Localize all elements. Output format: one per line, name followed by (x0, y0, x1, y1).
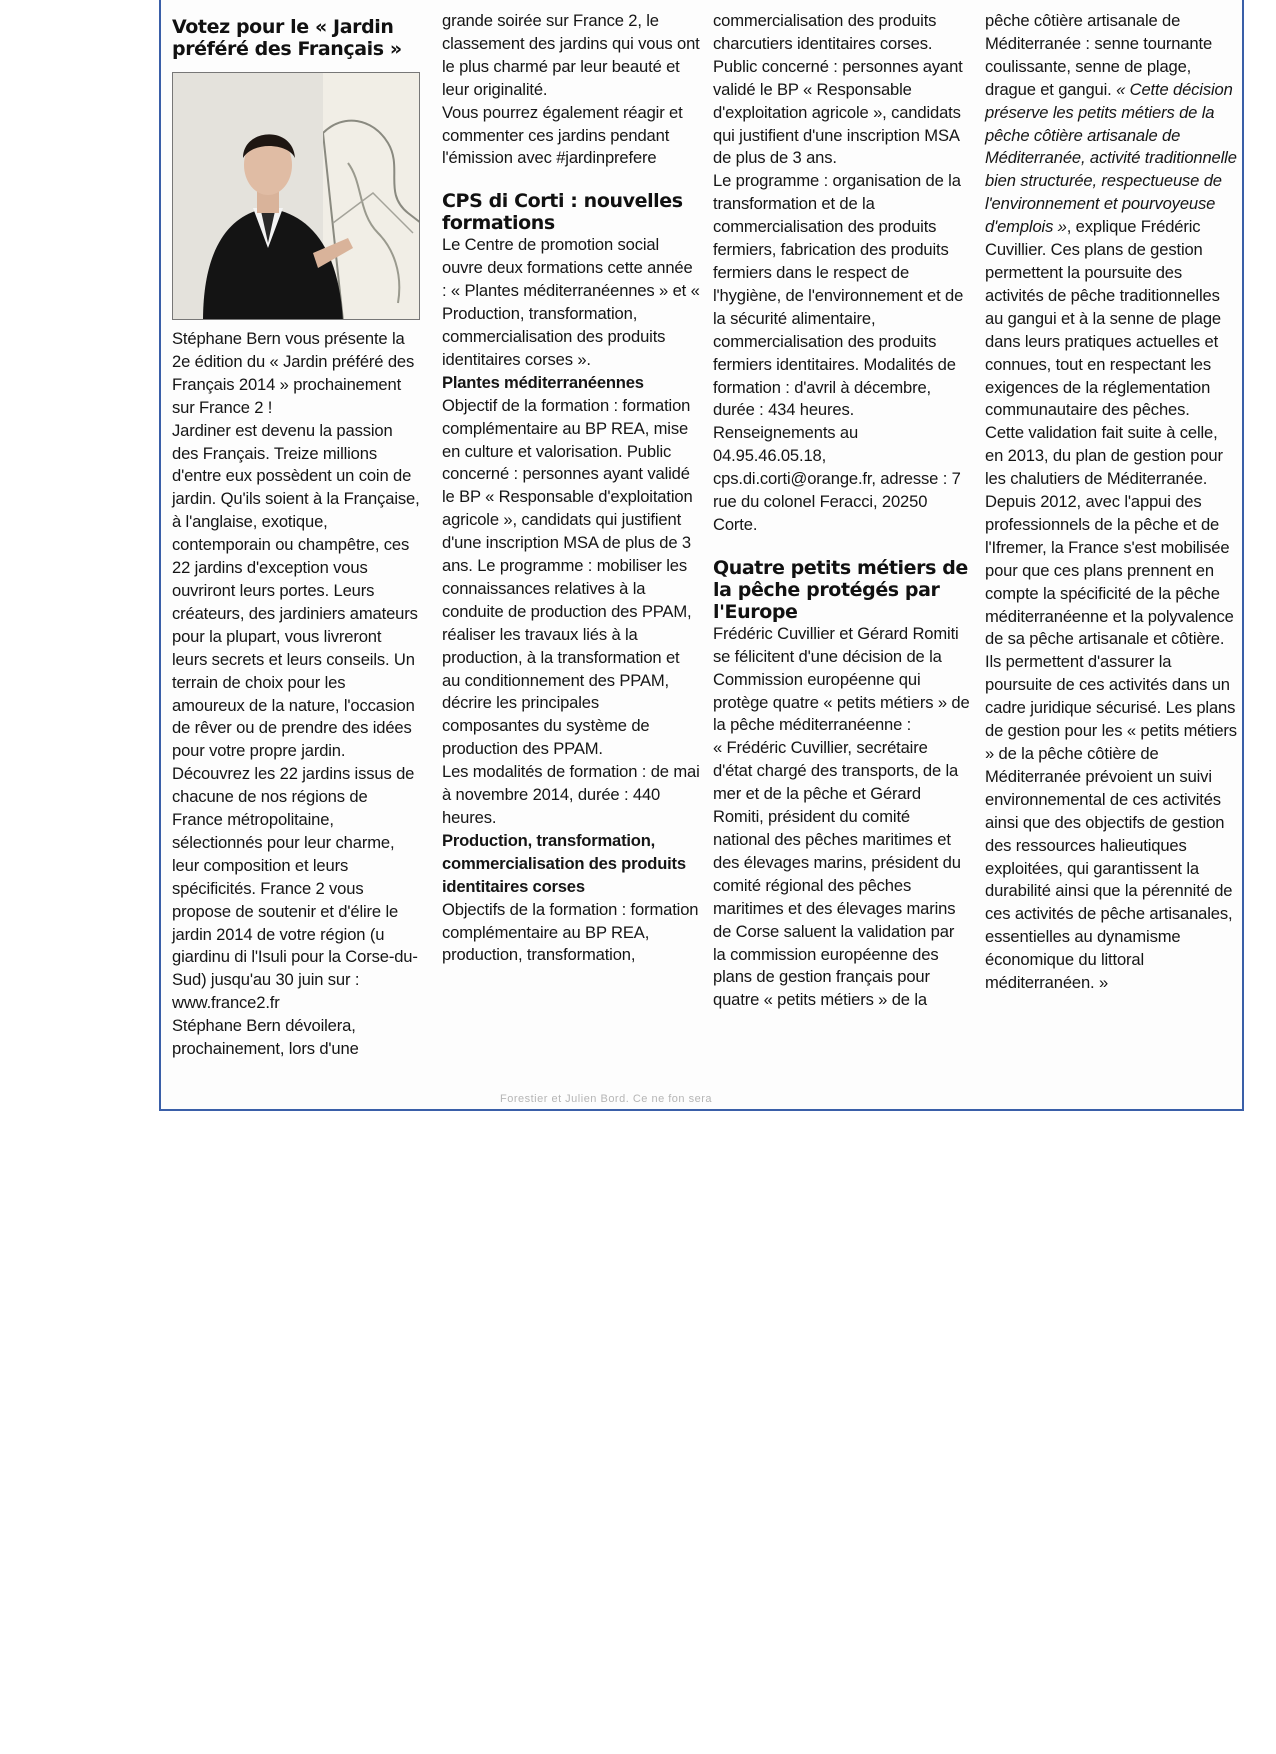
paragraph: « Frédéric Cuvillier, secrétaire d'état chargé des transports, de la mer et de la pêche et Gérard Romiti, président du comité national des pêches maritimes et des élevages marins, président du comité régional des pêches maritimes et des élevages marins de Corse saluent la validation par la commission européenne des plans de gestion français pour quatre « petits métiers » de la (713, 738, 961, 1010)
paragraph: Frédéric Cuvillier et Gérard Romiti se félicitent d'une décision de la Commission européenne qui protège quatre « petits métiers » de la pêche méditerranéenne : (713, 623, 970, 735)
text-span: , explique Frédéric Cuvillier. Ces plans de gestion permettent la poursuite des activités de pêche traditionnelles au gangui et à la senne de plage dans leurs pratiques actuelles et connues, tout en respectant les exigences de la réglementation communautaire des pêches. (985, 217, 1222, 420)
paragraph: Renseignements au 04.95.46.05.18, cps.di.corti@orange.fr, adresse : 7 rue du colonel Feracci, 20250 Corte. (713, 423, 961, 534)
article-title-cps: CPS di Corti : nouvelles formations (442, 190, 683, 235)
paragraph (985, 10, 1237, 422)
paragraph: Vous pourrez également réagir et commenter ces jardins pendant l'émission avec #jardinprefere (442, 102, 683, 168)
paragraph: Le programme : organisation de la transformation et de la commercialisation des produits fermiers, fabrication des produits fermiers dans le respect de l'hygiène, de l'environnement et de la sécurité alimentaire, commercialisation des produits fermiers identitaires. Modalités de formation : d'avril à décembre, durée : 434 heures. (713, 171, 964, 420)
paragraph: Objectif de la formation : formation complémentaire au BP REA, mise en culture et valorisation. Public concerné : personnes ayant validé le BP « Responsable d'exploitation agricole », candidats qui justifient d'une inscription MSA de plus de 3 ans. Le programme : mobiliser les connaissances relatives à la conduite de production des PPAM, réaliser les travaux liés à la production, à la transformation et au conditionnement des PPAM, décrire les principales composantes du système de production des PPAM. (442, 395, 693, 759)
column-3 (713, 10, 971, 1012)
portrait-photo-icon (172, 72, 420, 320)
paragraph: Public concerné : personnes ayant validé le BP « Responsable d'exploitation agricole », candidats qui justifient d'une inscription MSA de plus de 3 ans. (713, 56, 963, 168)
bleed-through-text: Forestier et Julien Bord. Ce ne fon sera (500, 1093, 712, 1105)
column-4 (985, 10, 1237, 995)
subheading: Plantes méditerranéennes (442, 372, 644, 392)
paragraph: Stéphane Bern dévoilera, prochainement, lors d'une (172, 1016, 359, 1059)
text-span: pêche côtière artisanale de Méditerranée : senne tournante coulissante, senne de plage, drague et gangui. (985, 11, 1213, 99)
column-1 (172, 16, 420, 1061)
subheading: Production, transformation, commercialisation des produits identitaires corses (442, 830, 686, 896)
paragraph: commercialisation des produits charcutiers identitaires corses. (713, 11, 937, 53)
paragraph: Objectifs de la formation : formation complémentaire au BP REA, production, transformation, (442, 899, 699, 965)
paragraph: Découvrez les 22 jardins issus de chacune de nos régions de France métropolitaine, sélectionnés pour leur charme, leur composition et leurs spécificités. France 2 vous propose de soutenir et d'élire le jardin 2014 de votre région (u giardinu di l'Isuli pour la Corse-du-Sud) jusqu'au 30 juin sur : www.france2.fr (172, 764, 418, 1013)
paragraph: Cette validation fait suite à celle, en 2013, du plan de gestion pour les chalutiers de Méditerranée. Depuis 2012, avec l'appui des professionnels de la pêche et de l'Ifremer, la France s'est mobilisée pour que ces plans prennent en compte la spécificité de la pêche méditerranéenne et la polyvalence de sa pêche artisanale et côtière. Ils permettent d'assurer la poursuite de ces activités dans un cadre juridique sécurisé. Les plans de gestion pour les « petits métiers » de la pêche côtière de Méditerranée prévoient un suivi environnemental de ces activités ainsi que des objectifs de gestion des ressources halieutiques exploitées, qui garantissent la durabilité ainsi que la pérennité de ces activités de pêche artisanales, essentielles au dynamisme économique du littoral méditerranéen. » (985, 423, 1237, 993)
paragraph: Les modalités de formation : de mai à novembre 2014, durée : 440 heures. (442, 762, 700, 827)
paragraph: grande soirée sur France 2, le classement des jardins qui vous ont le plus charmé par leur beauté et leur originalité. (442, 11, 700, 99)
column-2 (442, 10, 700, 967)
paragraph: Jardiner est devenu la passion des Français. Treize millions d'entre eux possèdent un coin de jardin. Qu'ils soient à la Française, à l'anglaise, exotique, contemporain ou champêtre, ces 22 jardins d'exception vous ouvriront leurs portes. Leurs créateurs, des jardiniers amateurs pour la plupart, vous livreront leurs secrets et leurs conseils. Un terrain de choix pour les amoureux de la nature, l'occasion de rêver ou de prendre des idées pour votre propre jardin. (172, 420, 420, 761)
article-title-peche: Quatre petits métiers de la pêche protégés par l'Europe (713, 556, 968, 623)
paragraph: Stéphane Bern vous présente la 2e édition du « Jardin préféré des Français 2014 » prochainement sur France 2 ! (172, 329, 415, 417)
paragraph: Le Centre de promotion social ouvre deux formations cette année : « Plantes méditerranéennes » et « Production, transformation, commercialisation des produits identitaires corses ». (442, 235, 700, 369)
quote-span: « Cette décision préserve les petits métiers de la pêche côtière artisanale de Méditerranée, activité traditionnelle bien structurée, respectueuse de l'environnement et pourvoyeuse d'emplois » (985, 79, 1237, 237)
article-title-jardin: Votez pour le « Jardin préféré des Français » (172, 16, 402, 60)
